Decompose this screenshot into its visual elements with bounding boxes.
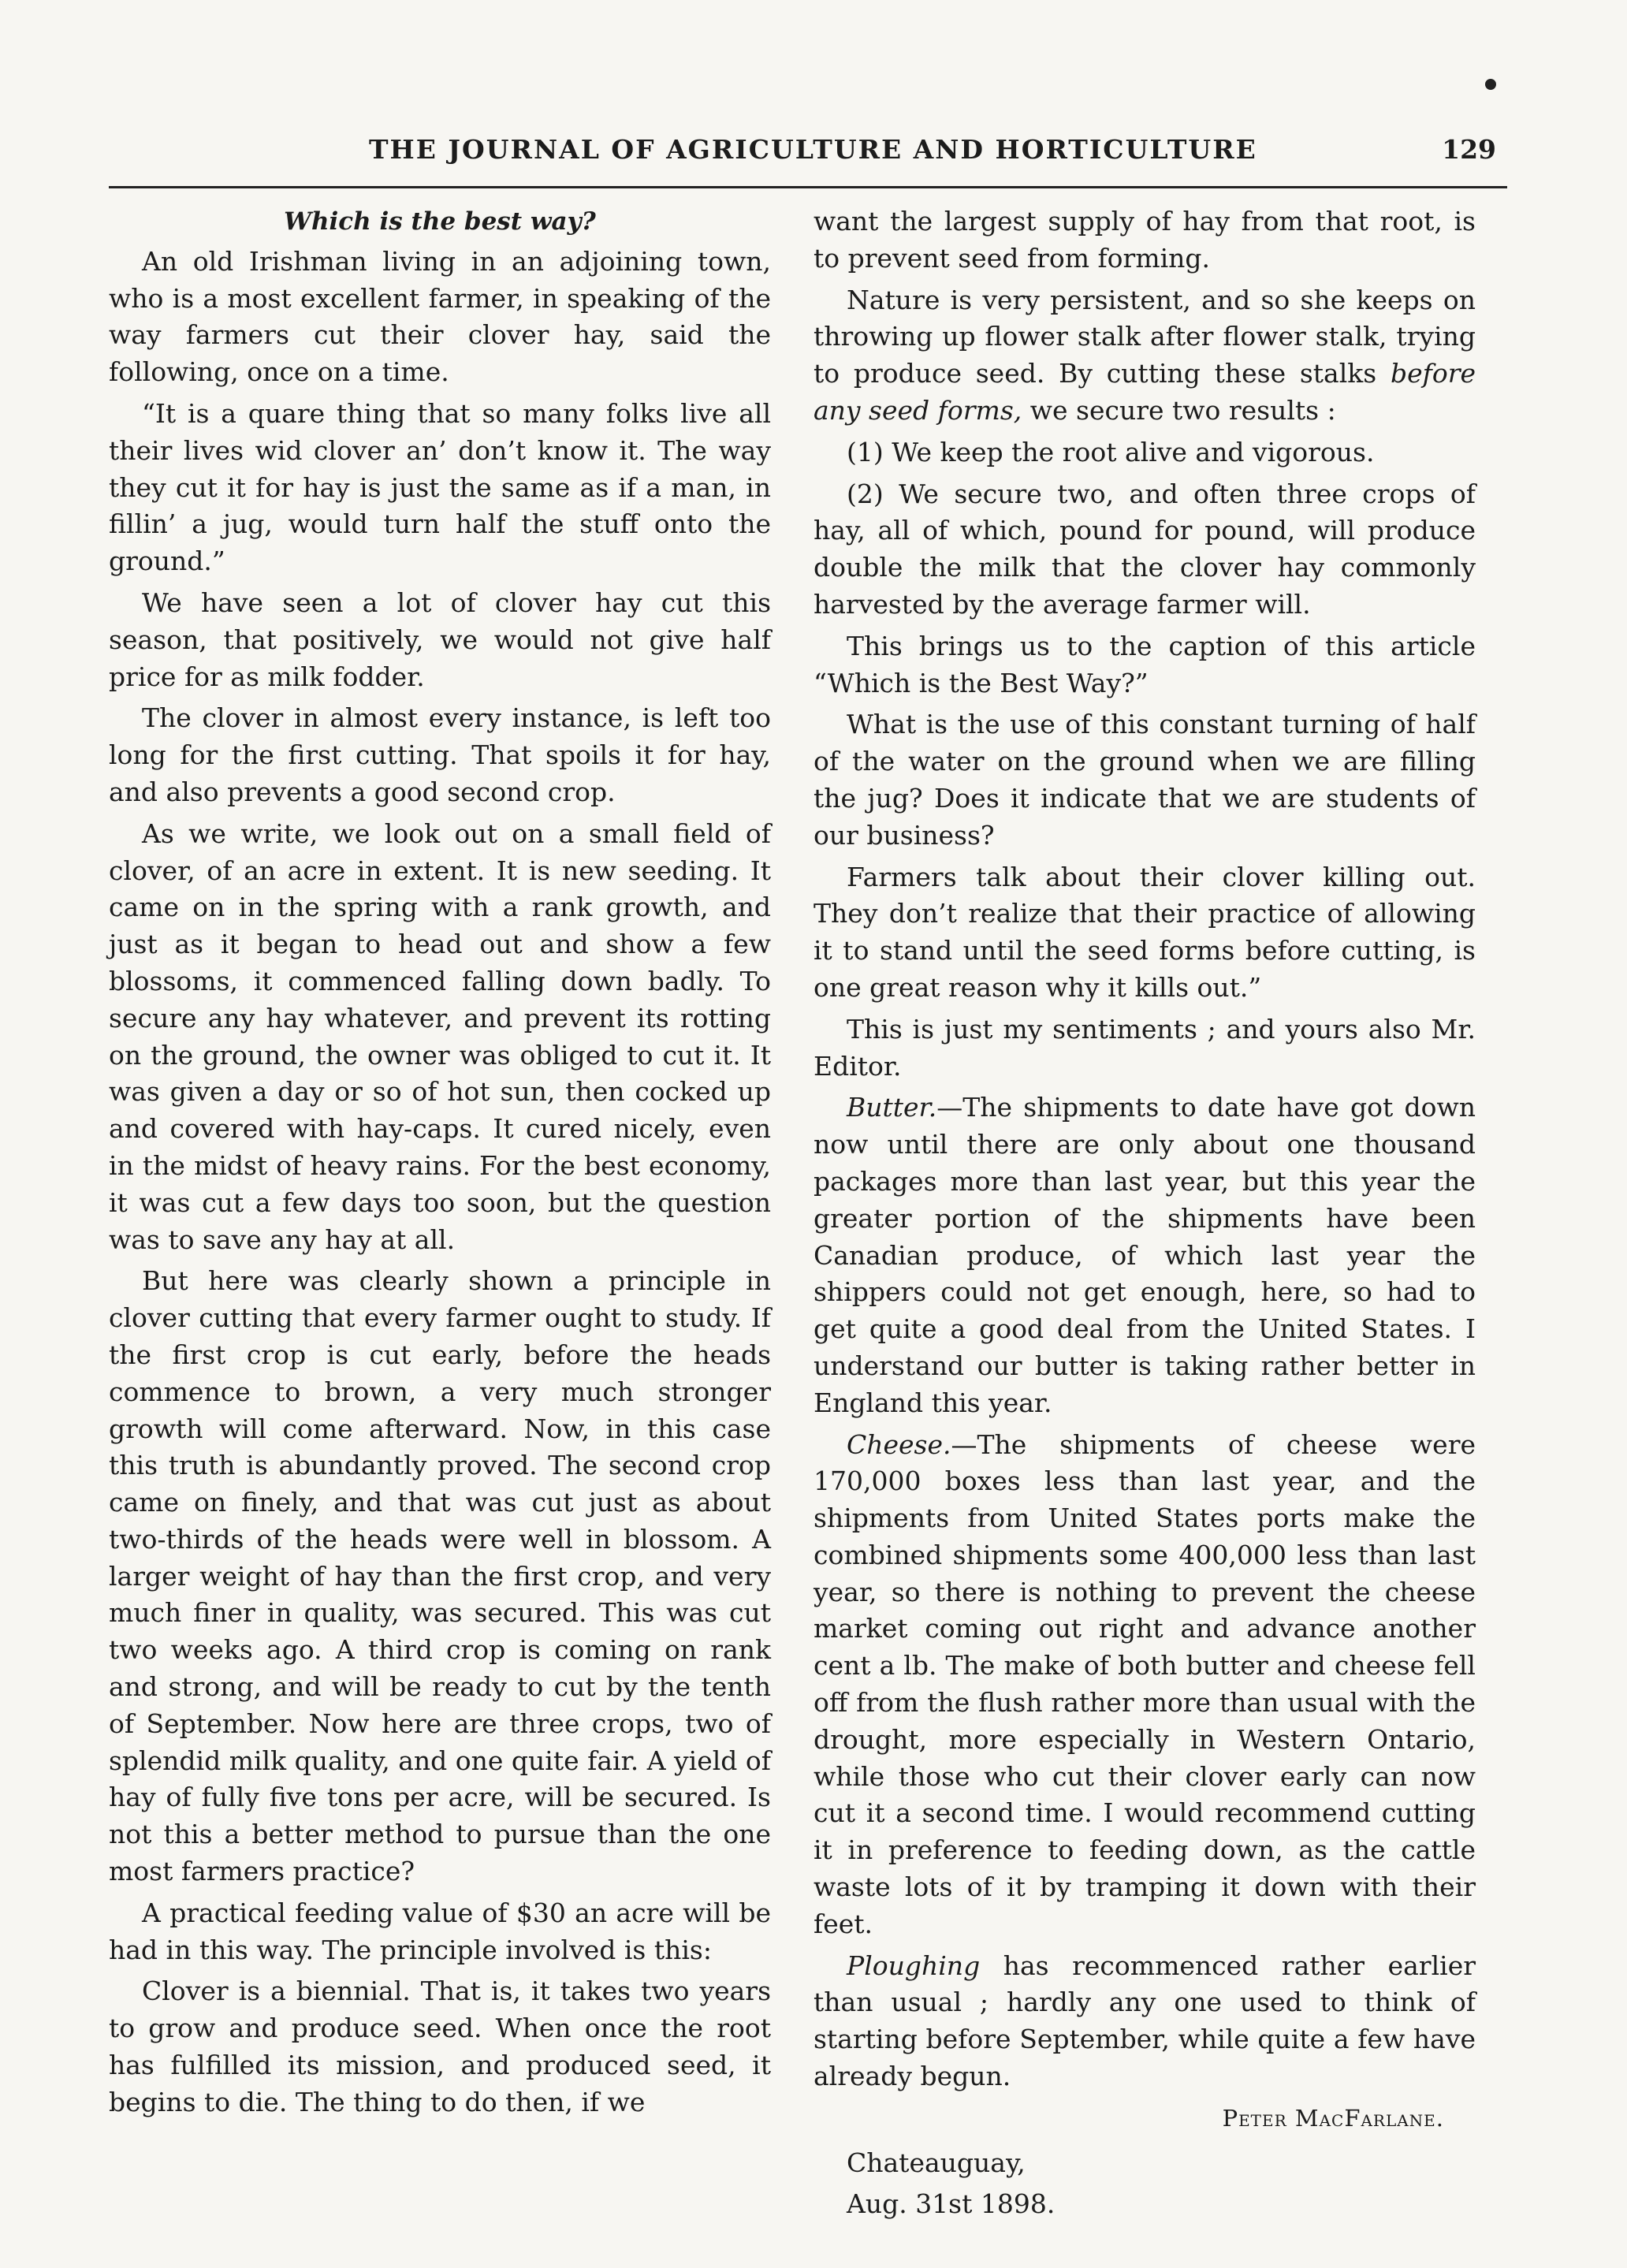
paragraph: Clover is a biennial. That is, it takes two years to grow and produce seed. When once the root has fulfilled its mission, and produced seed, it begins to die. The thing to do then, if we bbox=[109, 1976, 771, 2117]
page-header bbox=[109, 134, 1507, 181]
paragraph: But here was clearly shown a principle in clover cutting that every farmer ought to study. If the first crop is cut early, before the heads commence to brown, a very much stronger growth will come afterward. Now, in this case this truth is abundantly proved. The second crop came on finely, and that was cut just as about two-thirds of the heads were well in blossom. A larger weight of hay than the first crop, and very much finer in quality, was secured. This was cut two weeks ago. A third crop is coming on rank and strong, and will be ready to cut by the tenth of September. Now here are three crops, two of splendid milk quality, and one quite fair. A yield of hay of fully five tons per acre, will be secured. Is not this a better method to pursue than the one most farmers practice? bbox=[109, 1265, 772, 1887]
paragraph: An old Irishman living in an adjoining town, who is a most excellent farmer, in speaking of the way farmers cut their clover hay, said the following, once on a time. bbox=[109, 245, 771, 388]
paragraph bbox=[814, 282, 1476, 430]
paragraph: (2) We secure two, and often three crops of hay, all of which, pound for pound, will produce double the milk that the clover hay commonly harvested by the average farmer will. bbox=[814, 478, 1476, 620]
paragraph: As we write, we look out on a small field of clover, of an acre in extent. It is new seeding. It came on in the spring with a rank growth, and just as it began to head out and show a few blossoms, it commenced falling down badly. To secure any hay whatever, and prevent its rotting on the ground, the owner was obliged to cut it. It was given a day or so of hot sun, then cocked up and covered with hay-caps. It cured nicely, even in the midst of heavy rains. For the best economy, it was cut a few days too soon, but the question was to save any hay at all. bbox=[109, 817, 771, 1255]
paragraph: This brings us to the caption of this article “Which is the Best Way?” bbox=[814, 630, 1476, 698]
header-rule bbox=[109, 186, 1507, 188]
emphasis: before any seed forms, bbox=[814, 358, 1476, 426]
butter-label: Butter. bbox=[847, 1092, 937, 1123]
text-run: —The shipments to date have got down now until there are only about one thousand packages more than last year, but this year the greater portion of the shipments have been Canadian produce, of which last year the shippers could not get enough, here, so had to get quite a good deal from the United States. I understand our butter is taking rather better in England this year. bbox=[814, 1092, 1476, 1418]
text-run: we secure two results : bbox=[1022, 394, 1336, 426]
text-run: —The shipments of cheese were 170,000 boxes less than last year, and the shipments from United States ports make the combined shipments some 400,000 less than last year, so there is nothing to prevent the cheese market coming out right and advance another cent a lb. The make of both butter and cheese fell off from the flush rather more than usual with the drought, more especially in Western Ontario, while those who cut their clover early can now cut it a second time. I would recommend cutting it in preference to feeding down, as the cattle waste lots of it by tramping it down with their feet. bbox=[814, 1428, 1476, 1939]
right-column bbox=[814, 203, 1476, 2228]
ploughing-paragraph bbox=[814, 1948, 1476, 2095]
article-heading: Which is the best way? bbox=[284, 207, 596, 236]
paragraph: want the largest supply of hay from that root, is to prevent seed from forming. bbox=[814, 206, 1476, 274]
paragraph: A practical feeding value of $30 an acre will be had in this way. The principle involved is this: bbox=[109, 1897, 771, 1965]
butter-paragraph bbox=[814, 1089, 1476, 1421]
author-signature: Peter MacFarlane. bbox=[1222, 2104, 1444, 2132]
paragraph: This is just my sentiments ; and yours also Mr. Editor. bbox=[814, 1013, 1476, 1082]
page-number: 129 bbox=[1442, 134, 1496, 165]
ink-dot bbox=[1485, 79, 1496, 90]
paragraph: “It is a quare thing that so many folks live all their lives wid clover an’ don’t know it. The way they cut it for hay is just the same as if a man, in fillin’ a jug, would turn half the stuff onto the ground.” bbox=[109, 397, 771, 577]
text-run: has recommenced rather earlier than usual ; hardly any one used to think of starting before September, while quite a few have already begun. bbox=[814, 1950, 1476, 2092]
cheese-paragraph bbox=[814, 1427, 1476, 1943]
paragraph: Farmers talk about their clover killing out. They don’t realize that their practice of allowing it to stand until the seed forms before cutting, is one great reason why it kills out.” bbox=[814, 861, 1476, 1003]
dateline-date: Aug. 31st 1898. bbox=[847, 2188, 1056, 2220]
paragraph: We have seen a lot of clover hay cut this season, that positively, we would not give half price for as milk fodder. bbox=[109, 587, 771, 692]
paragraph: The clover in almost every instance, is left too long for the first cutting. That spoils it for hay, and also prevents a good second crop. bbox=[109, 702, 771, 807]
paragraph: (1) We keep the root alive and vigorous. bbox=[847, 436, 1375, 467]
journal-title: THE JOURNAL OF AGRICULTURE AND HORTICULTURE bbox=[369, 134, 1257, 165]
left-column bbox=[109, 203, 771, 2126]
text-run: Nature is very persistent, and so she keeps on throwing up flower stalk after flower stalk, trying to produce seed. By cutting these stalks bbox=[814, 284, 1476, 389]
ploughing-label: Ploughing bbox=[847, 1950, 981, 1981]
cheese-label: Cheese. bbox=[847, 1428, 951, 1460]
paragraph: What is the use of this constant turning of half of the water on the ground when we are filling the jug? Does it indicate that we are students of our business? bbox=[814, 709, 1476, 851]
dateline-place: Chateauguay, bbox=[847, 2147, 1026, 2178]
